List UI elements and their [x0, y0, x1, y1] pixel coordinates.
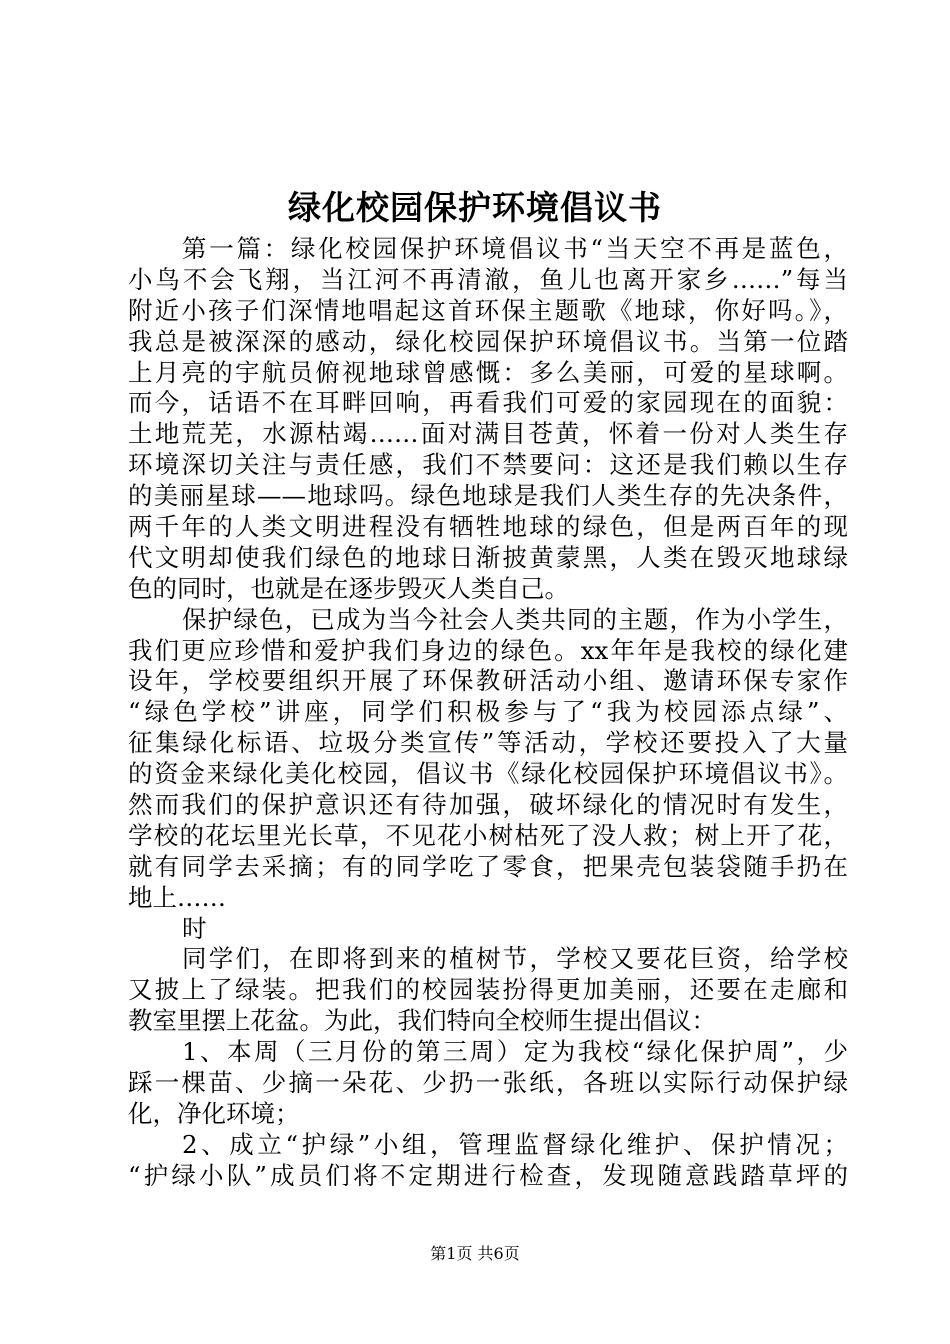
text-line: 地上……	[128, 882, 226, 912]
text-line: 2、成立“护绿”小组，管理监督绿化维护、保护情况；	[182, 1129, 848, 1159]
text-line: 同学们，在即将到来的植树节，学校又要花巨资，给学校	[182, 944, 848, 974]
text-line: “护绿小队”成员们将不定期进行检查，发现随意践踏草坪的	[128, 1160, 848, 1190]
text-line: 时	[182, 913, 207, 943]
text-line: 学校的花坛里光长草，不见花小树枯死了没人救；树上开了花，	[128, 820, 848, 850]
text-line: 的美丽星球——地球吗。绿色地球是我们人类生存的先决条件，	[128, 481, 848, 511]
text-line: 而今，话语不在耳畔回响，再看我们可爱的家园现在的面貌：	[128, 388, 848, 418]
text-line: 第一篇：绿化校园保护环境倡议书“当天空不再是蓝色，	[182, 234, 848, 263]
text-line: 1、本周（三月份的第三周）定为我校“绿化保护周”，少	[182, 1037, 848, 1067]
text-line: 的资金来绿化美化校园，倡议书《绿化校园保护环境倡议书》。	[128, 759, 848, 789]
text-line: 两千年的人类文明进程没有牺牲地球的绿色，但是两百年的现	[128, 512, 848, 542]
page-footer: 第1页 共6页	[430, 1244, 520, 1263]
text-line: 代文明却使我们绿色的地球日渐披黄蒙黑，人类在毁灭地球绿	[128, 542, 848, 572]
text-line: 土地荒芜，水源枯竭……面对满目苍黄，怀着一份对人类生存	[128, 419, 848, 449]
text-line: 设年，学校要组织开展了环保教研活动小组、邀请环保专家作	[128, 666, 848, 696]
text-line: 征集绿化标语、垃圾分类宣传”等活动，学校还要投入了大量	[128, 728, 848, 758]
text-line: “绿色学校”讲座，同学们积极参与了“我为校园添点绿”、	[128, 697, 848, 727]
text-line: 环境深切关注与责任感，我们不禁要问：这还是我们赖以生存	[128, 450, 848, 480]
text-line: 附近小孩子们深情地唱起这首环保主题歌《地球，你好吗。》，	[128, 295, 848, 325]
text-line: 踩一棵苗、少摘一朵花、少扔一张纸，各班以实际行动保护绿	[128, 1068, 848, 1098]
text-line: 又披上了绿装。把我们的校园装扮得更加美丽，还要在走廊和	[128, 975, 848, 1005]
text-line: 我总是被深深的感动，绿化校园保护环境倡议书。当第一位踏	[128, 326, 848, 356]
document-title: 绿化校园保护环境倡议书	[288, 188, 662, 227]
text-line: 保护绿色，已成为当今社会人类共同的主题，作为小学生，	[182, 604, 848, 634]
text-line: 上月亮的宇航员俯视地球曾感慨：多么美丽，可爱的星球啊。	[128, 357, 848, 387]
text-line: 色的同时，也就是在逐步毁灭人类自己。	[128, 573, 569, 603]
text-line: 就有同学去采摘；有的同学吃了零食，把果壳包装袋随手扔在	[128, 851, 848, 881]
document-body	[128, 234, 848, 1192]
text-line: 然而我们的保护意识还有待加强，破坏绿化的情况时有发生，	[128, 790, 848, 820]
text-line: 我们更应珍惜和爱护我们身边的绿色。xx年年是我校的绿化建	[128, 635, 848, 665]
text-line: 教室里摆上花盆。为此，我们特向全校师生提出倡议：	[128, 1006, 716, 1036]
text-line: 化，净化环境；	[128, 1098, 300, 1128]
text-line: 小鸟不会飞翔，当江河不再清澈，鱼儿也离开家乡……”每当	[128, 264, 848, 294]
